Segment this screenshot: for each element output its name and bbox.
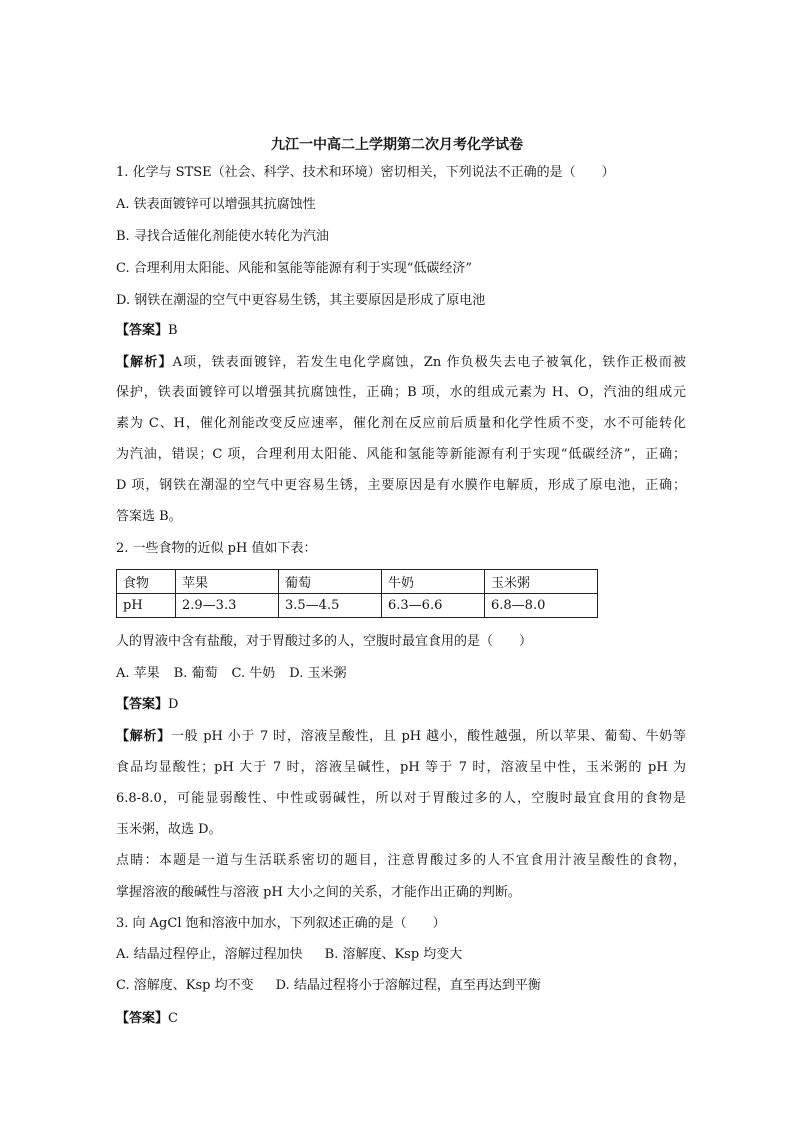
q1-analysis-line-5: D 项，钢铁在潮湿的空气中更容易生锈，主要原因是有水膜作电解质，形成了原电池，正确； (116, 478, 686, 493)
q3-stem: 3. 向 AgCl 饱和溶液中加水，下列叙述正确的是（ ） (116, 916, 446, 931)
q2-analysis-line-1: 【解析】一般 pH 小于 7 时，溶液呈酸性，且 pH 越小，酸性越强，所以苹果、葡萄、牛奶等 (116, 729, 686, 744)
q3-options-cd (116, 977, 686, 995)
q2-comment-line-1: 点睛：本题是一道与生活联系密切的题目，注意胃酸过多的人不宜食用汁液呈酸性的食物， (116, 853, 686, 868)
table-row (117, 594, 598, 618)
table-header-row (117, 570, 598, 594)
table-cell: 食物 (117, 570, 176, 594)
q2-answer (116, 696, 686, 714)
ph-table (116, 569, 598, 618)
q2-stem: 2. 一些食物的近似 pH 值如下表： (116, 541, 317, 556)
table-cell: 葡萄 (279, 570, 382, 594)
page-title: 九江一中高二上学期第二次月考化学试卷 (271, 137, 523, 153)
q3-option-a: A. 结晶过程停止，溶解过程加快 (116, 947, 303, 962)
q2-option-a: A. 苹果 (116, 666, 160, 681)
q1-analysis-line-1: 【解析】A项，铁表面镀锌，若发生电化学腐蚀，Zn 作负极失去电子被氧化，铁作正极而被 (116, 355, 686, 370)
q2-option-c: C. 牛奶 (231, 666, 276, 681)
q2-analysis-line-2: 食品均显酸性；pH 大于 7 时，溶液呈碱性，pH 等于 7 时，溶液呈中性，玉米粥的 pH 为 (116, 760, 686, 775)
q2-analysis-line-3: 6.8-8.0，可能显弱酸性、中性或弱碱性，所以对于胃酸过多的人，空腹时最宜食用的食物是 (116, 791, 686, 806)
analysis-tag: 【解析】 (116, 729, 171, 744)
table-cell: 牛奶 (382, 570, 485, 594)
q1-analysis-line-2: 保护，铁表面镀锌可以增强其抗腐蚀性，正确；B 项，水的组成元素为 H、O，汽油的组成元 (116, 385, 686, 400)
q2-comment-line-2: 掌握溶液的酸碱性与溶液 pH 大小之间的关系，才能作出正确的判断。 (116, 885, 521, 900)
q3-answer (116, 1010, 686, 1028)
answer-tag: 【答案】 (116, 1011, 169, 1026)
answer-value: B (168, 323, 178, 338)
q1-answer (116, 322, 686, 340)
q1-analysis-line-3: 素为 C、H，催化剂能改变反应速率，催化剂在反应前后质量和化学性质不变，水不可能转化 (116, 416, 686, 431)
q2-analysis-line-4: 玉米粥，故选 D。 (116, 822, 222, 837)
q1-option-d: D. 钢铁在潮湿的空气中更容易生锈，其主要原因是形成了原电池 (116, 293, 486, 308)
table-cell: 玉米粥 (485, 570, 598, 594)
q1-analysis-line-4: 为汽油，错误；C 项，合理利用太阳能、风能和氢能等新能源有利于实现“低碳经济”，正确； (116, 447, 686, 462)
answer-tag: 【答案】 (116, 323, 169, 338)
q1-option-c: C. 合理利用太阳能、风能和氢能等能源有利于实现“低碳经济” (116, 261, 473, 276)
q2-option-b: B. 葡萄 (173, 666, 218, 681)
q1-option-a: A. 铁表面镀锌可以增强其抗腐蚀性 (116, 197, 316, 212)
q1-option-b: B. 寻找合适催化剂能使水转化为汽油 (116, 229, 329, 244)
answer-value: C (168, 1011, 178, 1026)
q3-options-ab (116, 946, 686, 964)
table-cell: 6.3—6.6 (382, 594, 485, 618)
q1-stem: 1. 化学与 STSE（社会、科学、技术和环境）密切相关，下列说法不正确的是（ ） (116, 165, 615, 180)
q3-option-c: C. 溶解度、Ksp 均不变 (116, 978, 254, 993)
table-cell: 6.8—8.0 (485, 594, 598, 618)
q3-option-b: B. 溶解度、Ksp 均变大 (324, 947, 463, 962)
answer-value: D (168, 697, 179, 712)
table-cell: 苹果 (176, 570, 279, 594)
q1-analysis-line-6: 答案选 B。 (116, 509, 182, 524)
q3-option-d: D. 结晶过程将小于溶解过程，直至再达到平衡 (275, 978, 541, 993)
q2-question: 人的胃液中含有盐酸，对于胃酸过多的人，空腹时最宜食用的是（ ） (116, 634, 533, 649)
q2-option-d: D. 玉米粥 (289, 666, 347, 681)
q2-options (116, 665, 686, 683)
analysis-tag: 【解析】 (116, 355, 173, 370)
table-cell: 3.5—4.5 (279, 594, 382, 618)
table-cell: pH (117, 594, 176, 618)
table-cell: 2.9—3.3 (176, 594, 279, 618)
answer-tag: 【答案】 (116, 697, 169, 712)
